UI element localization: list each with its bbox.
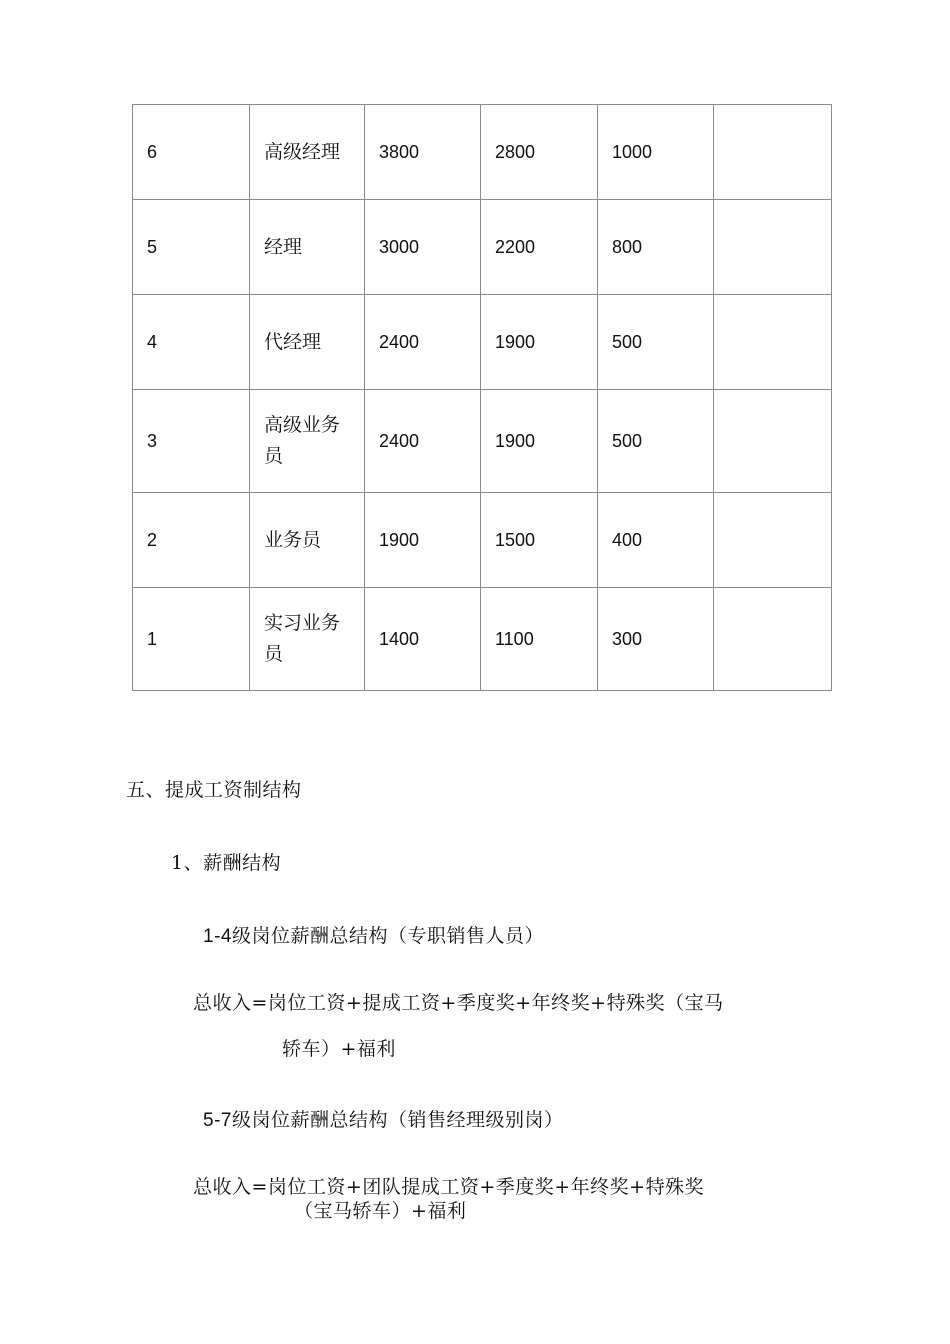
empty-cell bbox=[714, 390, 832, 493]
table-row bbox=[133, 105, 832, 200]
table-row bbox=[133, 493, 832, 588]
value-cell: 1900 bbox=[481, 295, 598, 390]
title-cell: 业务员 bbox=[250, 493, 365, 588]
table-row bbox=[133, 390, 832, 493]
empty-cell bbox=[714, 105, 832, 200]
value-cell: 1500 bbox=[481, 493, 598, 588]
group1-formula-line2: 轿车）+福利 bbox=[282, 1038, 396, 1060]
table-row bbox=[133, 295, 832, 390]
value-cell: 300 bbox=[598, 588, 714, 691]
title-cell: 实习业务员 bbox=[250, 588, 365, 691]
value-cell: 1400 bbox=[365, 588, 481, 691]
group2-title bbox=[203, 1105, 563, 1132]
empty-cell bbox=[714, 295, 832, 390]
level-cell: 1 bbox=[133, 588, 250, 691]
value-cell: 500 bbox=[598, 295, 714, 390]
title-cell: 经理 bbox=[250, 200, 365, 295]
section-heading: 五、提成工资制结构 bbox=[126, 779, 302, 801]
level-cell: 3 bbox=[133, 390, 250, 493]
group1-level-range: 1-4 bbox=[203, 926, 232, 947]
value-cell: 2400 bbox=[365, 295, 481, 390]
group1-title-text: 级岗位薪酬总结构（专职销售人员） bbox=[231, 925, 544, 947]
table-row bbox=[133, 200, 832, 295]
value-cell: 2200 bbox=[481, 200, 598, 295]
empty-cell bbox=[714, 493, 832, 588]
title-cell: 高级业务员 bbox=[250, 390, 365, 493]
level-cell: 2 bbox=[133, 493, 250, 588]
value-cell: 1900 bbox=[481, 390, 598, 493]
value-cell: 1000 bbox=[598, 105, 714, 200]
title-cell: 高级经理 bbox=[250, 105, 365, 200]
group1-title bbox=[203, 921, 544, 948]
group2-title-text: 级岗位薪酬总结构（销售经理级别岗） bbox=[231, 1109, 564, 1131]
title-cell: 代经理 bbox=[250, 295, 365, 390]
table-row bbox=[133, 588, 832, 691]
level-cell: 4 bbox=[133, 295, 250, 390]
salary-grade-table bbox=[132, 104, 832, 691]
level-cell: 5 bbox=[133, 200, 250, 295]
value-cell: 3000 bbox=[365, 200, 481, 295]
empty-cell bbox=[714, 588, 832, 691]
value-cell: 2400 bbox=[365, 390, 481, 493]
group2-level-range: 5-7 bbox=[203, 1110, 232, 1131]
empty-cell bbox=[714, 200, 832, 295]
group1-formula-line1: 总收入=岗位工资+提成工资+季度奖+年终奖+特殊奖（宝马 bbox=[193, 992, 724, 1014]
group2-formula-line2: （宝马轿车）+福利 bbox=[294, 1200, 467, 1222]
value-cell: 3800 bbox=[365, 105, 481, 200]
table-body bbox=[133, 105, 832, 691]
value-cell: 500 bbox=[598, 390, 714, 493]
level-cell: 6 bbox=[133, 105, 250, 200]
value-cell: 1900 bbox=[365, 493, 481, 588]
value-cell: 800 bbox=[598, 200, 714, 295]
group2-formula-line1: 总收入=岗位工资+团队提成工资+季度奖+年终奖+特殊奖 bbox=[193, 1176, 705, 1198]
value-cell: 1100 bbox=[481, 588, 598, 691]
value-cell: 2800 bbox=[481, 105, 598, 200]
value-cell: 400 bbox=[598, 493, 714, 588]
sub-heading: 1、薪酬结构 bbox=[171, 852, 282, 874]
